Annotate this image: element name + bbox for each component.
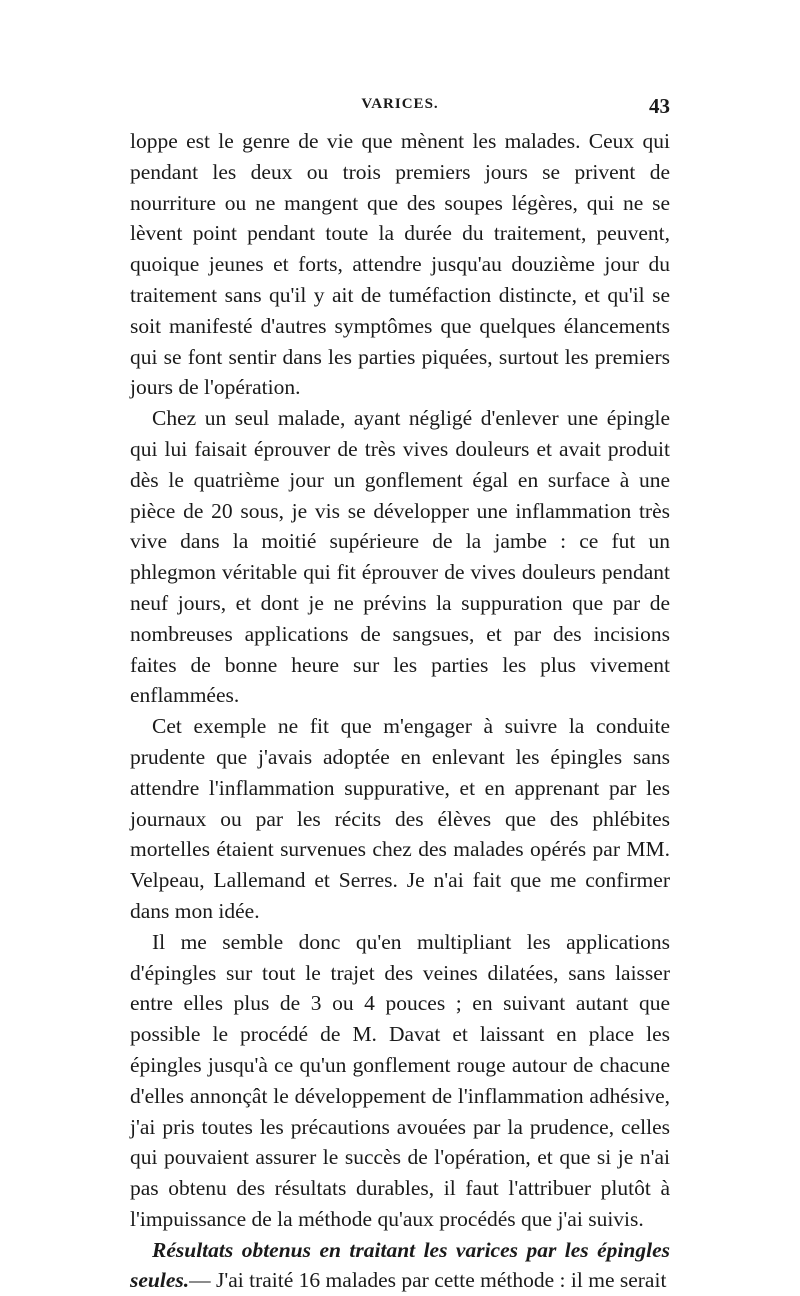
paragraph-4: Il me semble donc qu'en multipliant les applications d'épingles sur tout le trajet des veines dilatées, sans laisser entre elles plus de 3 ou 4 pouces ; en suivant autant que possible le procédé de M. Davat et laissant en place les épingles jusqu'à ce qu'un gonflement rouge autour de chacune d'elles annonçât le développement de l'inflammation adhésive, j'ai pris toutes les précautions avouées par la prudence, celles qui pouvaient assurer le succès de l'opération, et que si je n'ai pas obtenu des résultats durables, il faut l'attribuer plutôt à l'impuissance de la méthode qu'aux procédés que j'ai suivis. [130, 929, 670, 1231]
running-head: VARICES. [361, 96, 439, 112]
section-title: Résultats obtenus en traitant les varices par les épingles seules. [130, 1237, 670, 1293]
paragraph-1: loppe est le genre de vie que mènent les malades. Ceux qui pendant les deux ou trois premiers jours se privent de nourriture ou ne mangent que des soupes légères, qui ne se lèvent point pendant toute la durée du traitement, peuvent, quoique jeunes et forts, attendre jusqu'au douzième jour du traitement sans qu'il y ait de tuméfaction distincte, et qu'il se soit manifesté d'autres symptômes que quelques élancements qui se font sentir dans les parties piquées, surtout les premiers jours de l'opération. [130, 129, 670, 400]
section-paragraph [130, 1235, 670, 1296]
paragraph-3: Cet exemple ne fit que m'engager à suivre la conduite prudente que j'avais adoptée en enlevant les épingles sans attendre l'inflammation suppurative, et en apprenant par les journaux ou par les récits des élèves que des phlébites mortelles étaient survenues chez des malades opérés par MM. Velpeau, Lallemand et Serres. Je n'ai fait que me confirmer dans mon idée. [130, 714, 670, 923]
paragraph-2: Chez un seul malade, ayant négligé d'enlever une épingle qui lui faisait éprouver de très vives douleurs et avait produit dès le quatrième jour un gonflement égal en surface à une pièce de 20 sous, je vis se développer une inflammation très vive dans la moitié supérieure de la jambe : ce fut un phlegmon véritable qui fit éprouver de vives douleurs pendant neuf jours, et dont je ne prévins la suppuration que par de nombreuses applications de sangsues, et par des incisions faites de bonne heure sur les parties les plus vivement enflammées. [130, 406, 670, 708]
page-header [130, 96, 670, 126]
body-text [130, 126, 670, 1296]
section-text: — J'ai traité 16 malades par cette méthode : il me serait [189, 1268, 667, 1293]
page-number: 43 [649, 94, 670, 118]
